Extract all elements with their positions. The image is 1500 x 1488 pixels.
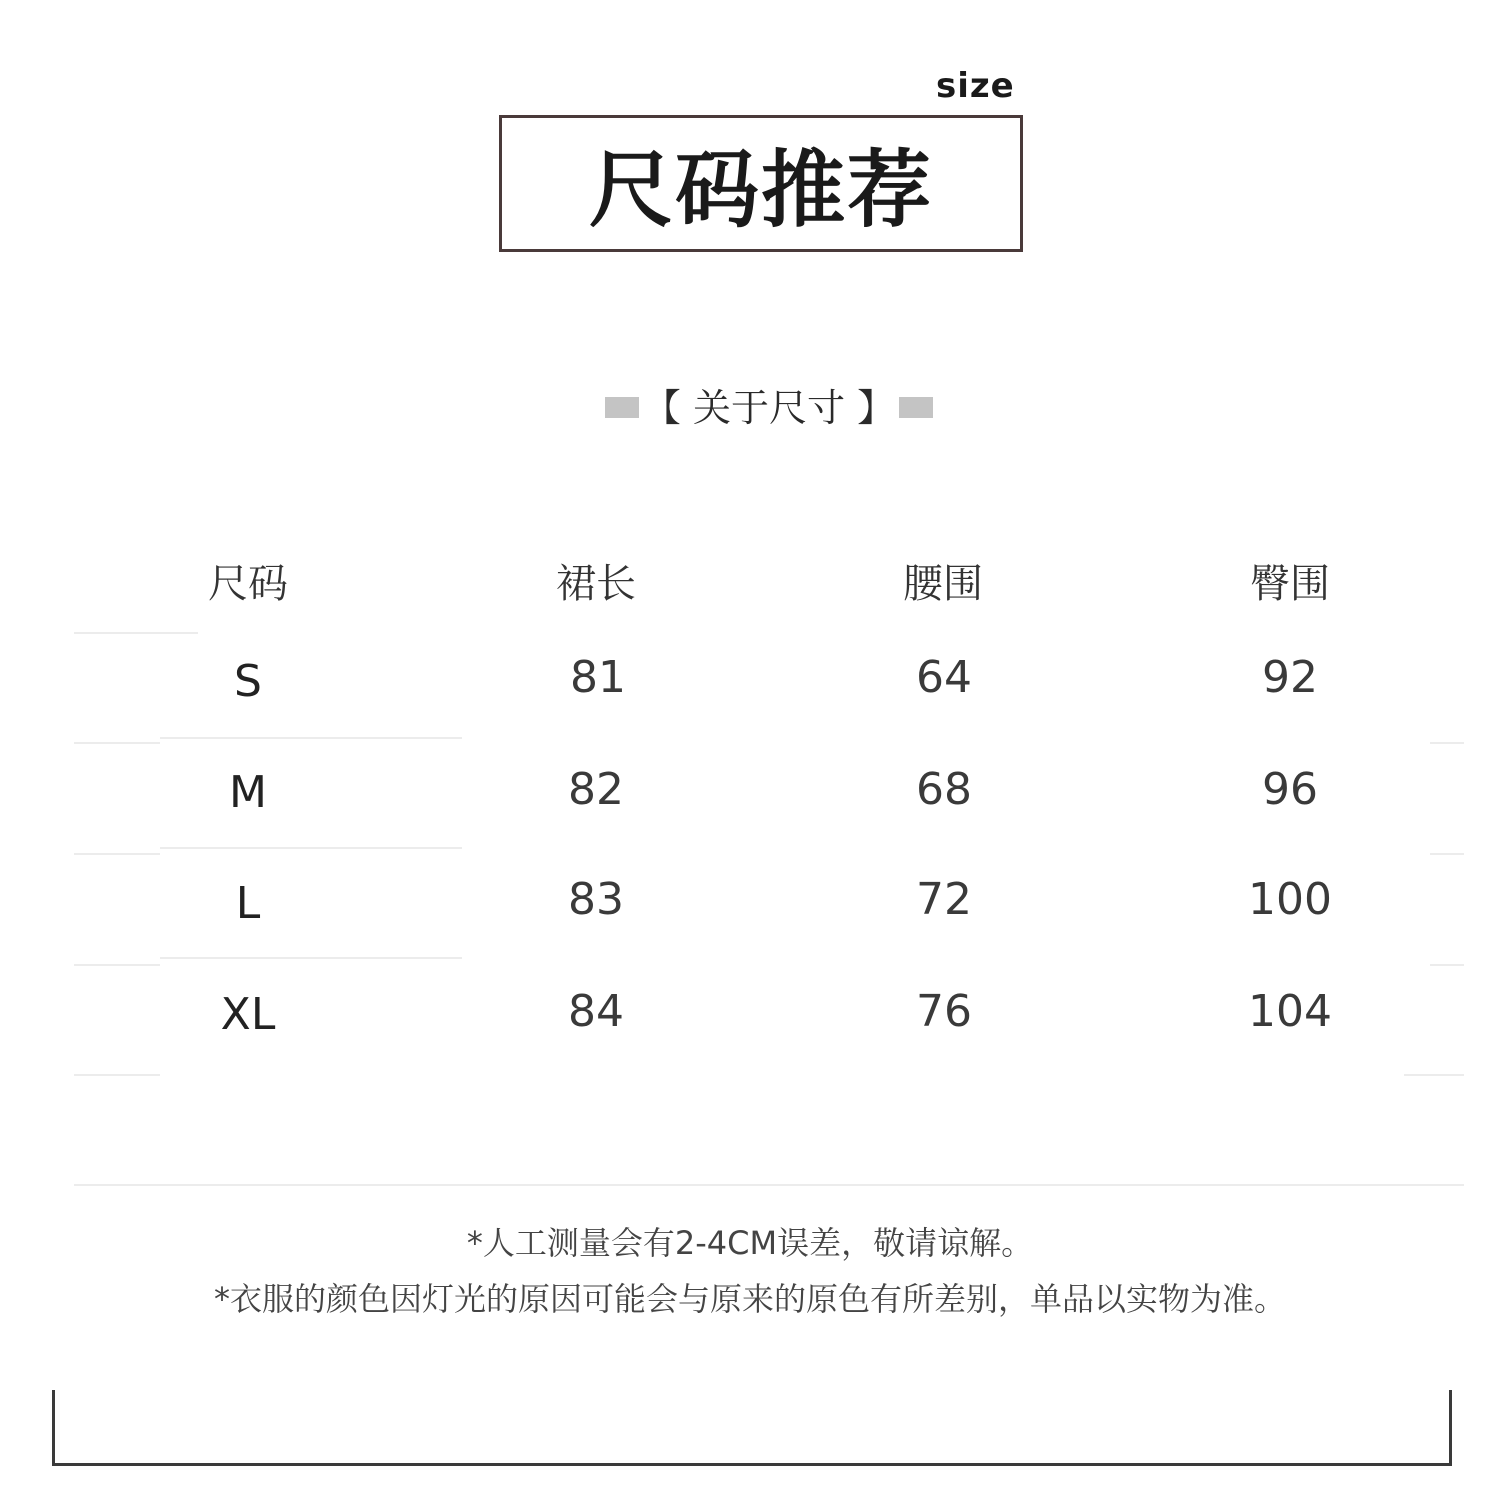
row-divider xyxy=(1404,1074,1464,1076)
size-tag: size xyxy=(936,66,1015,106)
row-divider xyxy=(1430,853,1464,855)
frame-right-border xyxy=(1449,1390,1452,1466)
cell-hip: 92 xyxy=(1262,652,1318,703)
cell-waist: 68 xyxy=(916,764,972,815)
column-header-hip: 臀围 xyxy=(1250,561,1330,607)
row-divider xyxy=(74,632,198,634)
cell-size: XL xyxy=(220,989,276,1040)
section-label xyxy=(605,386,933,430)
note-measurement-error: *人工测量会有2-4CM误差，敬请谅解。 xyxy=(466,1224,1034,1262)
section-label-text: 【 关于尺寸 】 xyxy=(639,389,899,427)
cell-hip: 100 xyxy=(1248,874,1332,925)
row-divider xyxy=(74,964,160,966)
cell-skirt-length: 81 xyxy=(570,652,626,703)
row-divider xyxy=(160,737,462,739)
cell-hip: 96 xyxy=(1262,764,1318,815)
cell-waist: 72 xyxy=(916,874,972,925)
title-box xyxy=(499,115,1023,252)
note-color-difference: *衣服的颜色因灯光的原因可能会与原来的原色有所差别，单品以实物为准。 xyxy=(213,1280,1286,1318)
page-title: 尺码推荐 xyxy=(588,141,933,239)
cell-size: L xyxy=(235,878,261,929)
cell-size: M xyxy=(229,767,267,818)
row-divider xyxy=(160,847,462,849)
cell-skirt-length: 83 xyxy=(568,874,624,925)
row-divider xyxy=(1430,742,1464,744)
frame-left-border xyxy=(52,1390,55,1466)
row-divider xyxy=(1430,964,1464,966)
cell-skirt-length: 84 xyxy=(568,986,624,1037)
cell-size: S xyxy=(234,656,262,707)
row-divider xyxy=(74,742,160,744)
row-divider xyxy=(160,957,462,959)
cell-skirt-length: 82 xyxy=(568,764,624,815)
row-divider xyxy=(74,853,160,855)
cell-waist: 76 xyxy=(916,986,972,1037)
column-header-waist: 腰围 xyxy=(903,561,983,607)
cell-hip: 104 xyxy=(1248,986,1332,1037)
footer-divider xyxy=(74,1184,1464,1186)
column-header-skirt-length: 裙长 xyxy=(556,561,636,607)
cell-waist: 64 xyxy=(916,652,972,703)
frame-bottom-border xyxy=(52,1463,1452,1466)
column-header-size: 尺码 xyxy=(208,561,288,607)
row-divider xyxy=(74,1074,160,1076)
